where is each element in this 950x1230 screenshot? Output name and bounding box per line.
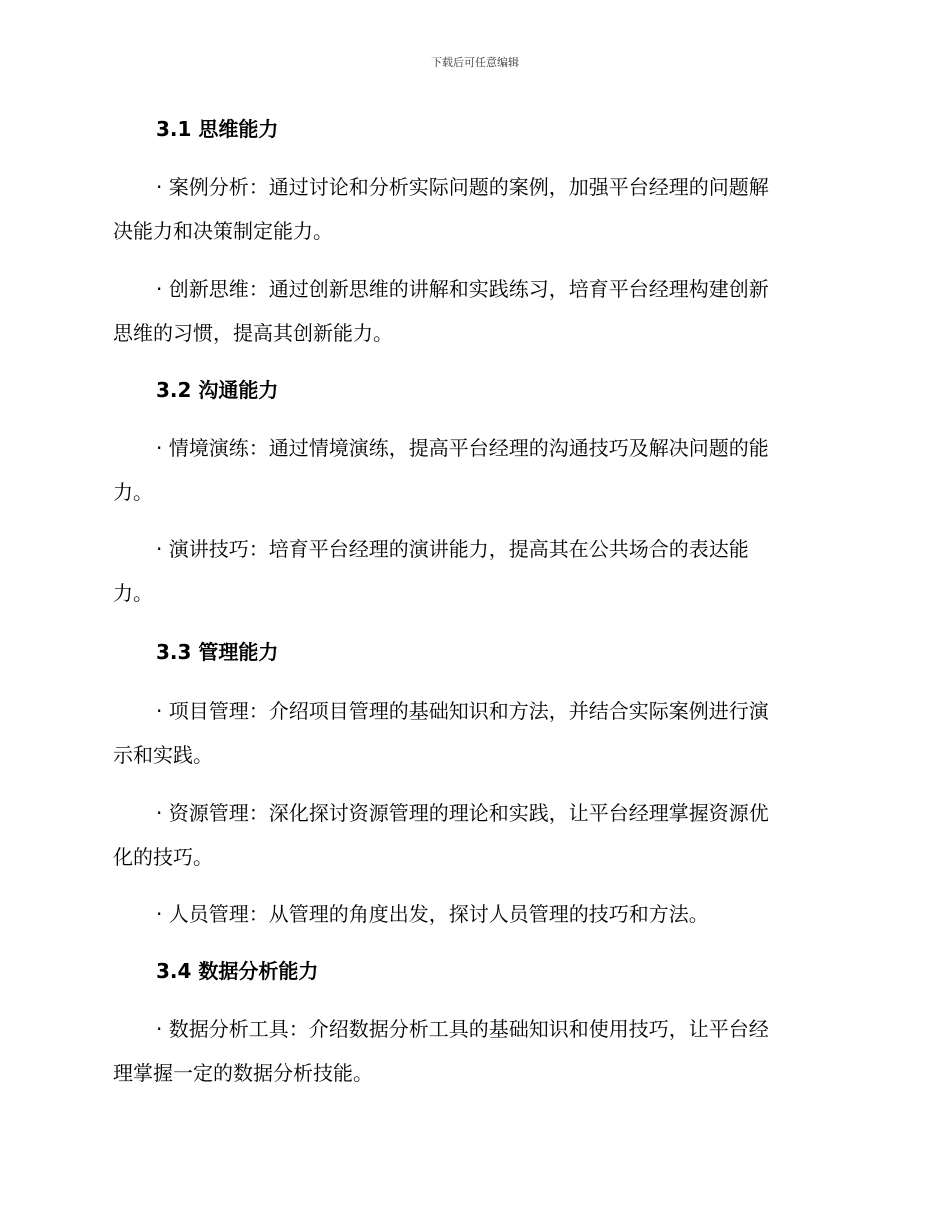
section-heading-3-4: 3.4 数据分析能力 — [156, 959, 319, 983]
paragraph-resource-management — [113, 791, 828, 879]
paragraph-line: · 人员管理：从管理的角度出发，探讨人员管理的技巧和方法。 — [156, 902, 709, 926]
paragraph-line: 化的技巧。 — [113, 845, 213, 869]
paragraph-scenario-drill — [113, 426, 828, 514]
section-heading-3-2: 3.2 沟通能力 — [156, 378, 279, 402]
paragraph-line: · 演讲技巧：培育平台经理的演讲能力，提高其在公共场合的表达能 — [156, 537, 749, 561]
paragraph-data-analysis-tools — [113, 1007, 828, 1095]
paragraph-line: 决能力和决策制定能力。 — [113, 219, 333, 243]
paragraph-case-analysis — [113, 165, 828, 253]
paragraph-speech-skills — [113, 527, 828, 615]
paragraph-personnel-management — [113, 892, 828, 936]
paragraph-line: · 案例分析：通过讨论和分析实际问题的案例，加强平台经理的问题解 — [156, 175, 769, 199]
paragraph-line: · 数据分析工具：介绍数据分析工具的基础知识和使用技巧，让平台经 — [156, 1017, 769, 1041]
section-heading-3-1: 3.1 思维能力 — [156, 117, 279, 141]
paragraph-line: 力。 — [113, 581, 153, 605]
paragraph-line: · 项目管理：介绍项目管理的基础知识和方法，并结合实际案例进行演 — [156, 699, 769, 723]
paragraph-line: 理掌握一定的数据分析技能。 — [113, 1061, 373, 1085]
paragraph-project-management — [113, 689, 828, 777]
paragraph-line: · 创新思维：通过创新思维的讲解和实践练习，培育平台经理构建创新 — [156, 277, 769, 301]
page-header: 下载后可任意编辑 — [431, 56, 519, 69]
paragraph-line: 示和实践。 — [113, 743, 213, 767]
paragraph-line: 力。 — [113, 480, 153, 504]
paragraph-innovative-thinking — [113, 267, 828, 355]
paragraph-line: · 资源管理：深化探讨资源管理的理论和实践，让平台经理掌握资源优 — [156, 801, 769, 825]
paragraph-line: 思维的习惯，提高其创新能力。 — [113, 321, 393, 345]
paragraph-line: · 情境演练：通过情境演练，提高平台经理的沟通技巧及解决问题的能 — [156, 436, 769, 460]
section-heading-3-3: 3.3 管理能力 — [156, 640, 279, 664]
